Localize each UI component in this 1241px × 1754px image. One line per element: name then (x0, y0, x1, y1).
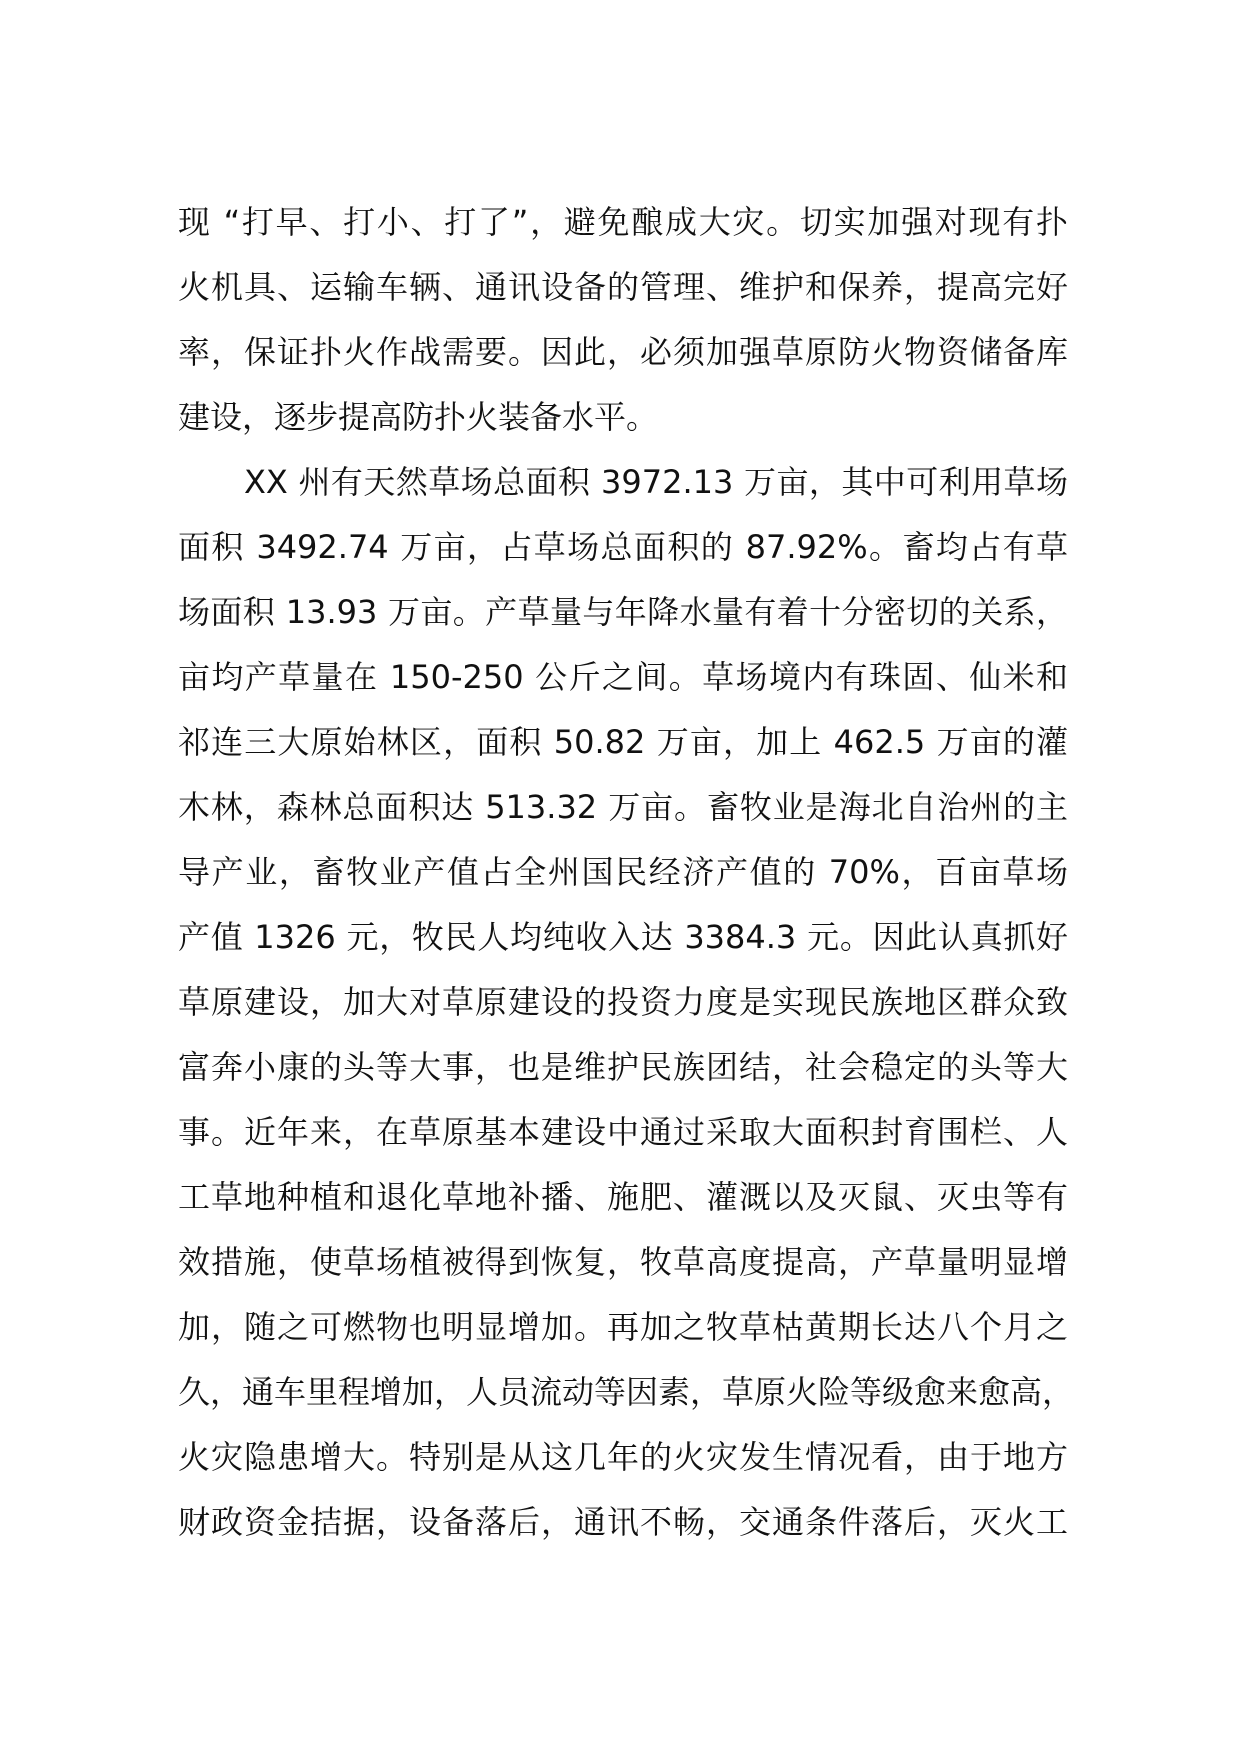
text-line: 效措施，使草场植被得到恢复，牧草高度提高，产草量明显增 (178, 1243, 1068, 1281)
text-line: 现 “打早、打小、打了”，避免酿成大灾。切实加强对现有扑 (178, 203, 1068, 241)
text-line: XX 州有天然草场总面积 3972.13 万亩，其中可利用草场 (244, 463, 1068, 501)
text-line: 建设，逐步提高防扑火装备水平。 (178, 398, 659, 436)
text-line: 木林，森林总面积达 513.32 万亩。畜牧业是海北自治州的主 (178, 788, 1068, 826)
text-line: 率，保证扑火作战需要。因此，必须加强草原防火物资储备库 (178, 333, 1068, 371)
text-line: 祁连三大原始林区，面积 50.82 万亩，加上 462.5 万亩的灌 (178, 723, 1068, 761)
paragraph (178, 450, 1075, 1555)
document-body (178, 190, 1075, 1555)
text-line: 工草地种植和退化草地补播、施肥、灌溉以及灭鼠、灭虫等有 (178, 1178, 1068, 1216)
text-line: 财政资金拮据，设备落后，通讯不畅，交通条件落后，灭火工 (178, 1503, 1068, 1541)
text-line: 富奔小康的头等大事，也是维护民族团结，社会稳定的头等大 (178, 1048, 1068, 1086)
text-line: 火灾隐患增大。特别是从这几年的火灾发生情况看，由于地方 (178, 1438, 1068, 1476)
text-line: 产值 1326 元，牧民人均纯收入达 3384.3 元。因此认真抓好 (178, 918, 1068, 956)
text-line: 事。近年来，在草原基本建设中通过采取大面积封育围栏、人 (178, 1113, 1068, 1151)
text-line: 草原建设，加大对草原建设的投资力度是实现民族地区群众致 (178, 983, 1068, 1021)
text-line: 亩均产草量在 150-250 公斤之间。草场境内有珠固、仙米和 (178, 658, 1068, 696)
paragraph (178, 190, 1068, 450)
text-line: 面积 3492.74 万亩，占草场总面积的 87.92%。畜均占有草 (178, 528, 1068, 566)
text-line: 久，通车里程增加，人员流动等因素，草原火险等级愈来愈高， (178, 1373, 1075, 1411)
text-line: 火机具、运输车辆、通讯设备的管理、维护和保养，提高完好 (178, 268, 1068, 306)
text-line: 导产业，畜牧业产值占全州国民经济产值的 70%，百亩草场 (178, 853, 1068, 891)
text-line: 场面积 13.93 万亩。产草量与年降水量有着十分密切的关系， (178, 593, 1068, 631)
text-line: 加，随之可燃物也明显增加。再加之牧草枯黄期长达八个月之 (178, 1308, 1068, 1346)
